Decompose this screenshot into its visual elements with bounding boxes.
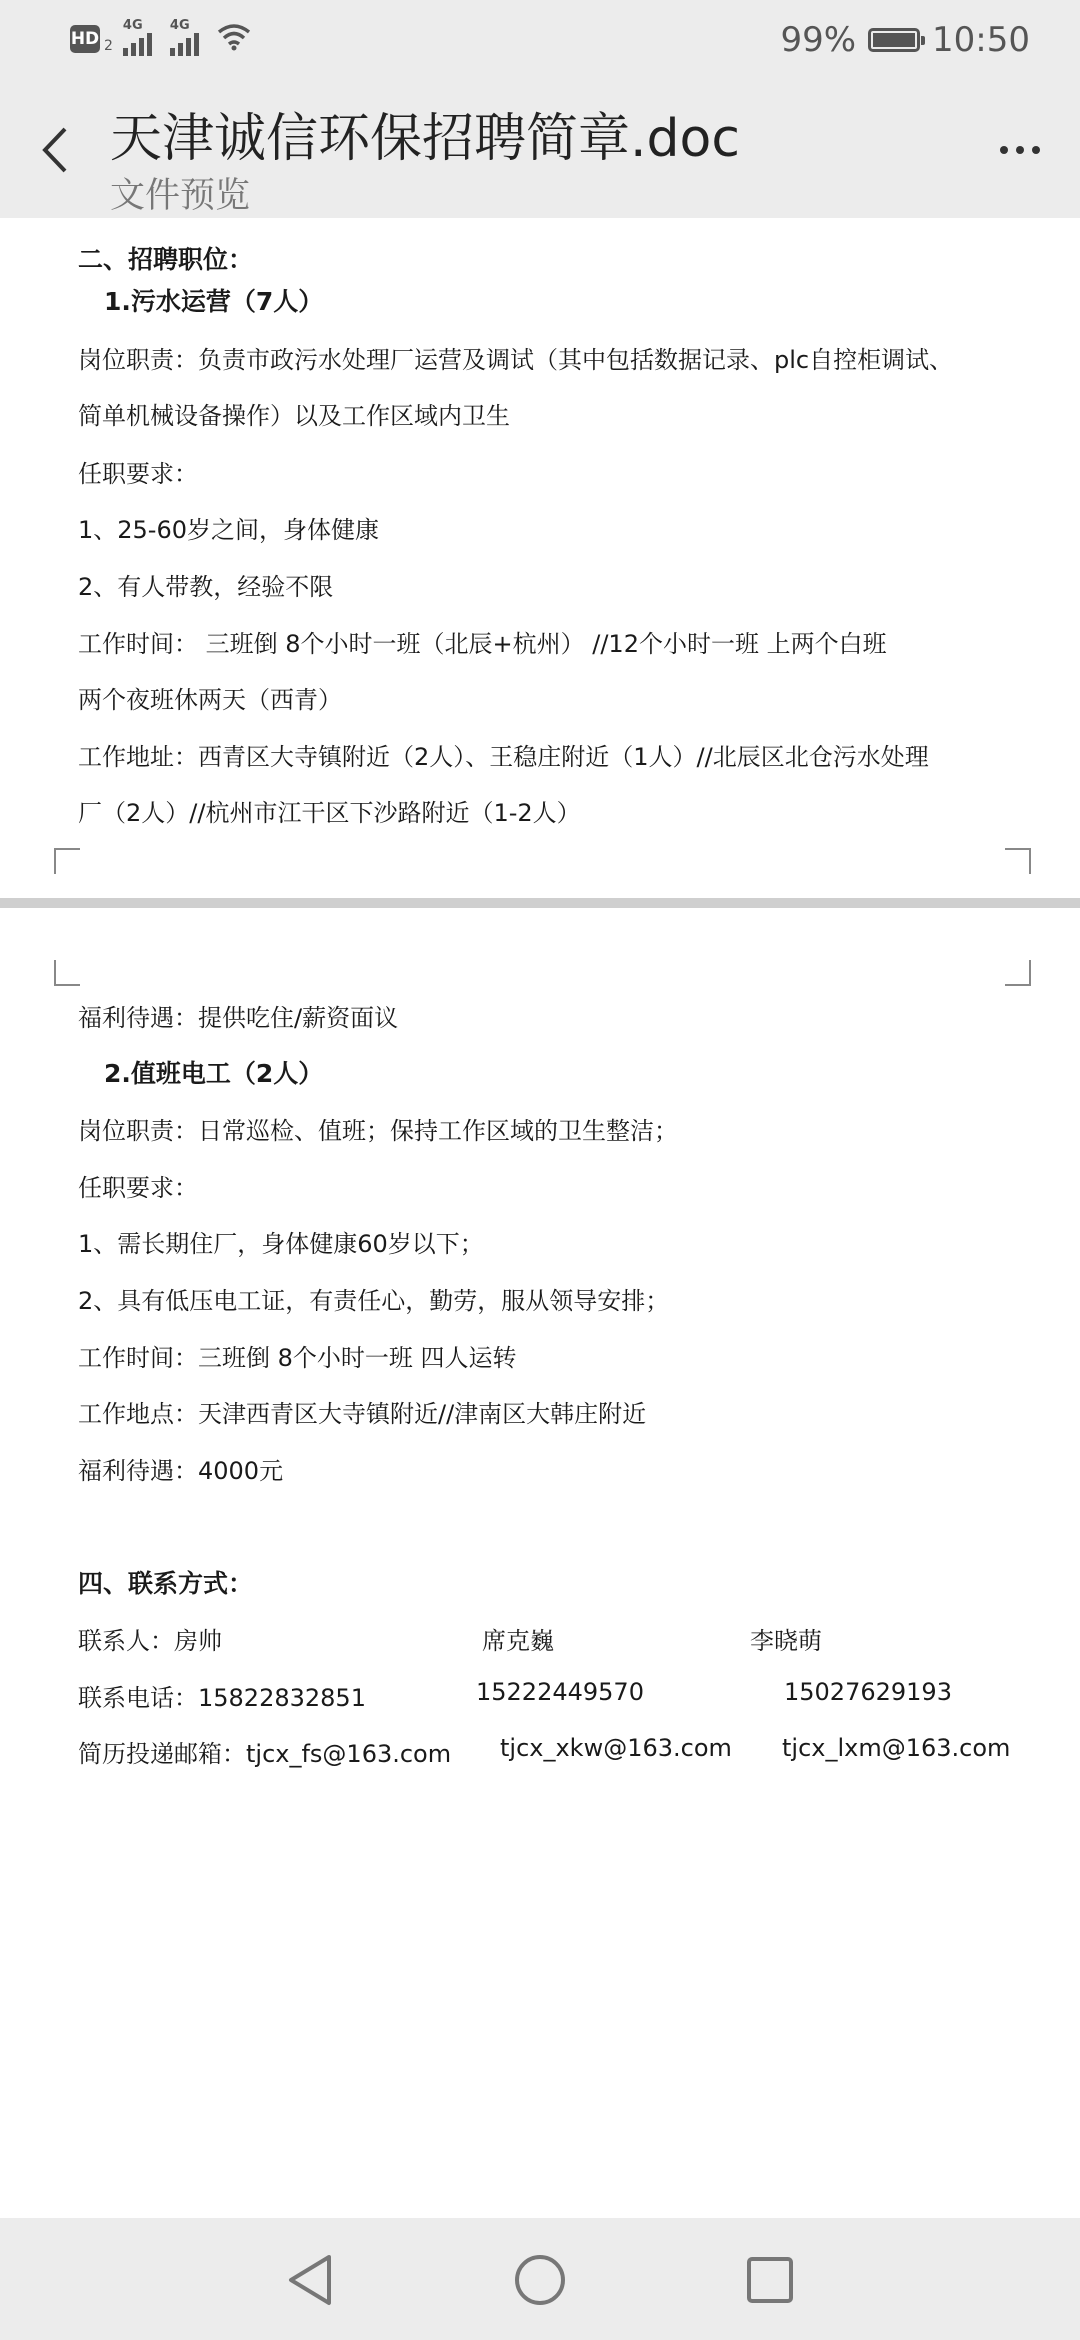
status-bar [0,0,1080,90]
job2-location: 工作地点：天津西青区大寺镇附近//津南区大韩庄附近 [78,1400,647,1428]
job2-hours: 工作时间：三班倒 8个小时一班 四人运转 [78,1344,517,1372]
document-preview[interactable] [0,218,1080,2218]
job1-benefits: 福利待遇：提供吃住/薪资面议 [78,1004,399,1032]
page-break [0,898,1080,908]
signal-strength-icon [122,18,152,56]
job1-hours-1: 工作时间： 三班倒 8个小时一班（北辰+杭州） //12个小时一班 上两个白班 [78,630,887,658]
section-heading-positions: 二、招聘职位： [78,245,254,274]
job1-duties-1: 岗位职责：负责市政污水处理厂运营及调试（其中包括数据记录、plc自控柜调试、 [78,346,954,374]
page-corner-mark [54,848,80,874]
contact-phone-2: 15222449570 [476,1678,644,1706]
nav-back-button[interactable] [278,2248,342,2312]
contact-email-1: 简历投递邮箱：tjcx_fs@163.com [78,1740,452,1768]
page-corner-mark [54,960,80,986]
contact-person-1: 联系人：房帅 [78,1627,222,1655]
job2-req-1: 1、需长期住厂，身体健康60岁以下； [78,1230,484,1258]
triangle-back-icon [285,2253,335,2307]
more-dot-icon [1032,146,1040,154]
circle-home-icon [513,2253,567,2307]
network-type-label: 4G [122,18,143,33]
more-dot-icon [1016,146,1024,154]
job1-hours-2: 两个夜班休两天（西青） [78,686,342,714]
job2-req-heading: 任职要求： [78,1174,198,1202]
contact-person-3: 李晓萌 [750,1627,822,1655]
chevron-left-icon [40,125,70,175]
job1-title: 1.污水运营（7人） [104,287,324,316]
back-button[interactable] [30,120,80,180]
sim-slot-label: 2 [104,38,113,54]
battery-icon [868,28,920,52]
nav-home-button[interactable] [508,2248,572,2312]
contact-person-2: 席克巍 [482,1627,554,1655]
job1-req-1: 1、25-60岁之间，身体健康 [78,516,380,544]
contact-email-3: tjcx_lxm@163.com [782,1734,1011,1762]
contact-phone-3: 15027629193 [784,1678,952,1706]
job1-duties-2: 简单机械设备操作）以及工作区域内卫生 [78,402,510,430]
battery-percent: 99% [780,20,857,60]
section-heading-contact: 四、联系方式： [78,1569,254,1598]
contact-phone-1: 联系电话：15822832851 [78,1684,366,1712]
job2-benefits: 福利待遇：4000元 [78,1457,284,1485]
hd-voice-icon: HD [70,25,100,53]
job2-req-2: 2、具有低压电工证，有责任心，勤劳，服从领导安排； [78,1287,670,1315]
status-left [70,18,251,56]
more-options-button[interactable] [990,130,1050,170]
page-subtitle: 文件预览 [110,176,251,216]
app-header [0,90,1080,218]
system-nav-bar [0,2218,1080,2340]
job2-title: 2.值班电工（2人） [104,1059,324,1088]
network-type-label-2: 4G [169,18,190,33]
clock: 10:50 [932,20,1030,60]
job1-location-1: 工作地址：西青区大寺镇附近（2人）、王稳庄附近（1人）//北辰区北仓污水处理 [78,743,929,771]
page-corner-mark [1005,960,1031,986]
job1-location-2: 厂（2人）//杭州市江干区下沙路附近（1-2人） [78,799,581,827]
job2-duties: 岗位职责：日常巡检、值班；保持工作区域的卫生整洁； [78,1117,678,1145]
page-corner-mark [1005,848,1031,874]
job1-req-2: 2、有人带教，经验不限 [78,573,334,601]
square-recent-icon [745,2255,795,2305]
nav-recent-button[interactable] [738,2248,802,2312]
file-title: 天津诚信环保招聘简章.doc [110,109,740,169]
job1-req-heading: 任职要求： [78,460,198,488]
wifi-icon [217,23,251,55]
status-right [780,20,1030,60]
contact-email-2: tjcx_xkw@163.com [500,1734,732,1762]
more-dot-icon [1000,146,1008,154]
signal-strength-icon-2 [169,18,199,56]
